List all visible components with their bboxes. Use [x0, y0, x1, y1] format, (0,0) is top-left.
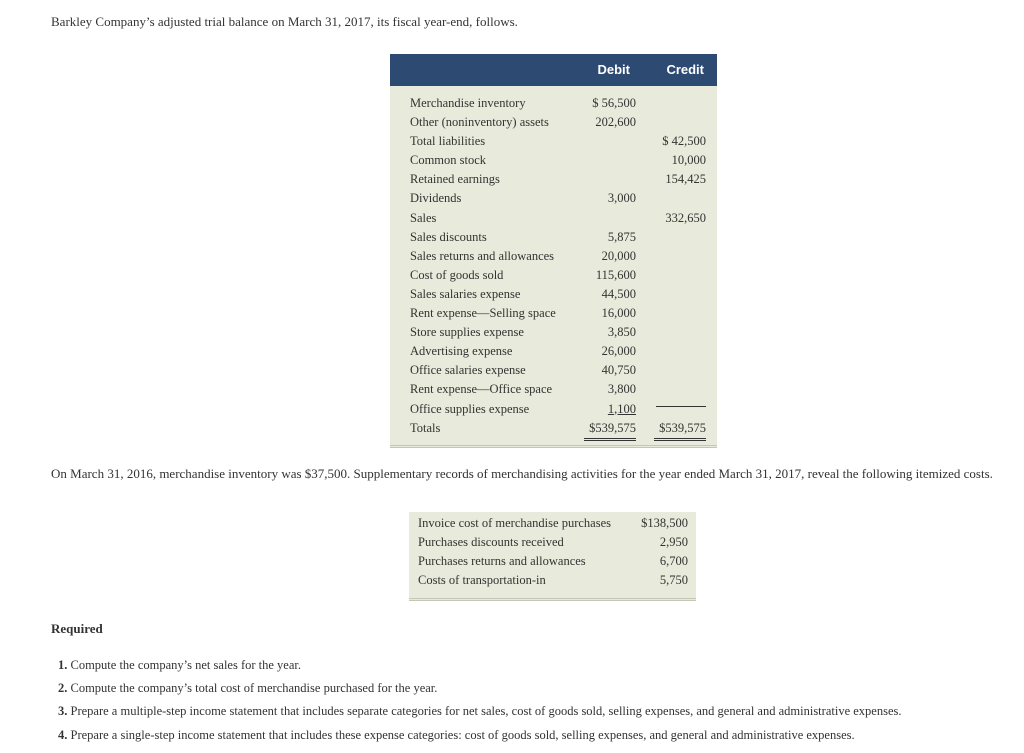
purchase-label: Purchases discounts received	[418, 535, 564, 549]
debit-value: 20,000	[601, 248, 636, 263]
account-name: Sales	[410, 210, 437, 225]
account-name: Merchandise inventory	[410, 96, 526, 110]
table-row	[390, 228, 717, 247]
list-item	[58, 658, 902, 681]
trial-balance-body	[390, 86, 717, 438]
account-name: Common stock	[410, 153, 487, 168]
list-item	[58, 704, 902, 727]
credit-header: Credit	[666, 62, 704, 77]
item-number: 4.	[58, 727, 68, 742]
debit-value: 202,600	[595, 115, 636, 130]
table-row	[390, 113, 717, 132]
account-name: Retained earnings	[410, 172, 500, 187]
item-number: 3.	[58, 704, 68, 719]
table-row	[390, 361, 717, 380]
purchase-value: $138,500	[641, 516, 688, 530]
table-row	[390, 170, 717, 189]
table-row	[390, 209, 717, 228]
table-row	[390, 94, 717, 113]
account-name: Cost of goods sold	[410, 267, 504, 282]
account-name: Office supplies expense	[410, 401, 530, 416]
table-row	[390, 151, 717, 170]
account-name: Office salaries expense	[410, 363, 526, 378]
purchase-value: 5,750	[659, 573, 688, 587]
item-text: Prepare a single-step income statement that includes these expense categories: cost of goods sold, selling expenses, and general and administrative expenses.	[70, 727, 855, 742]
table-row	[390, 266, 717, 285]
list-item	[58, 728, 902, 751]
table-row	[390, 285, 717, 304]
credit-value: $ 42,500	[662, 134, 706, 149]
purchase-label: Costs of transportation-in	[418, 573, 546, 587]
trial-balance-header	[390, 54, 717, 86]
credit-rule	[656, 406, 706, 407]
item-number: 2.	[58, 681, 68, 696]
account-name: Other (noninventory) assets	[410, 115, 549, 130]
item-text: Compute the company’s net sales for the year.	[70, 658, 301, 672]
totals-row	[390, 419, 717, 438]
debit-value: 3,000	[607, 191, 636, 206]
totals-label: Totals	[410, 420, 441, 435]
debit-value: 26,000	[601, 344, 636, 359]
debit-value: 3,850	[607, 325, 636, 340]
table-row	[409, 551, 696, 570]
purchase-label: Invoice cost of merchandise purchases	[418, 516, 611, 530]
account-name: Advertising expense	[410, 344, 513, 359]
table-row	[390, 323, 717, 342]
account-name: Rent expense—Selling space	[410, 306, 556, 321]
intro-text: Barkley Company’s adjusted trial balance on March 31, 2017, its fiscal year-end, follows.	[51, 14, 518, 29]
required-list	[58, 658, 902, 751]
debit-header: Debit	[597, 62, 630, 77]
debit-value: $ 56,500	[592, 96, 636, 110]
debit-value: 40,750	[601, 363, 636, 378]
table-row	[409, 513, 696, 532]
account-name: Total liabilities	[410, 134, 486, 149]
item-text: Compute the company’s total cost of merchandise purchased for the year.	[70, 681, 438, 696]
table-row	[390, 132, 717, 151]
purchase-label: Purchases returns and allowances	[418, 554, 586, 568]
item-number: 1.	[58, 658, 68, 672]
credit-value: 10,000	[671, 153, 706, 168]
trial-balance-table	[390, 54, 717, 448]
debit-value: 3,800	[607, 382, 636, 397]
account-name: Rent expense—Office space	[410, 382, 553, 397]
purchases-table	[409, 512, 696, 601]
debit-total: $539,575	[589, 420, 636, 435]
table-row	[390, 400, 717, 419]
table-row	[409, 570, 696, 589]
credit-double-rule	[654, 438, 706, 441]
account-name: Sales salaries expense	[410, 286, 521, 301]
table-row	[390, 380, 717, 399]
required-heading: Required	[51, 621, 103, 636]
purchase-value: 6,700	[659, 554, 688, 568]
table-row	[390, 247, 717, 266]
credit-total: $539,575	[659, 420, 706, 435]
purchase-value: 2,950	[659, 535, 688, 549]
debit-value: 5,875	[607, 229, 636, 244]
debit-value: 1,100	[607, 401, 636, 416]
account-name: Dividends	[410, 191, 462, 206]
item-text: Prepare a multiple-step income statement that includes separate categories for net sales, cost of goods sold, selling expenses, and general and administrative expenses.	[70, 704, 902, 719]
debit-value: 16,000	[601, 306, 636, 321]
account-name: Sales returns and allowances	[410, 248, 555, 263]
debit-double-rule	[584, 438, 636, 441]
account-name: Sales discounts	[410, 229, 487, 244]
table-row	[390, 189, 717, 208]
supplementary-paragraph: On March 31, 2016, merchandise inventory was $37,500. Supplementary records of merchandising activities for the year ended March 31, 2017, reveal the following itemized costs.	[51, 466, 993, 481]
debit-value: 115,600	[595, 267, 636, 282]
list-item	[58, 681, 902, 704]
table-row	[409, 532, 696, 551]
table-row	[390, 304, 717, 323]
table-row	[390, 342, 717, 361]
account-name: Store supplies expense	[410, 325, 524, 340]
credit-value: 154,425	[665, 172, 706, 187]
debit-value: 44,500	[601, 286, 636, 301]
credit-value: 332,650	[665, 210, 706, 225]
